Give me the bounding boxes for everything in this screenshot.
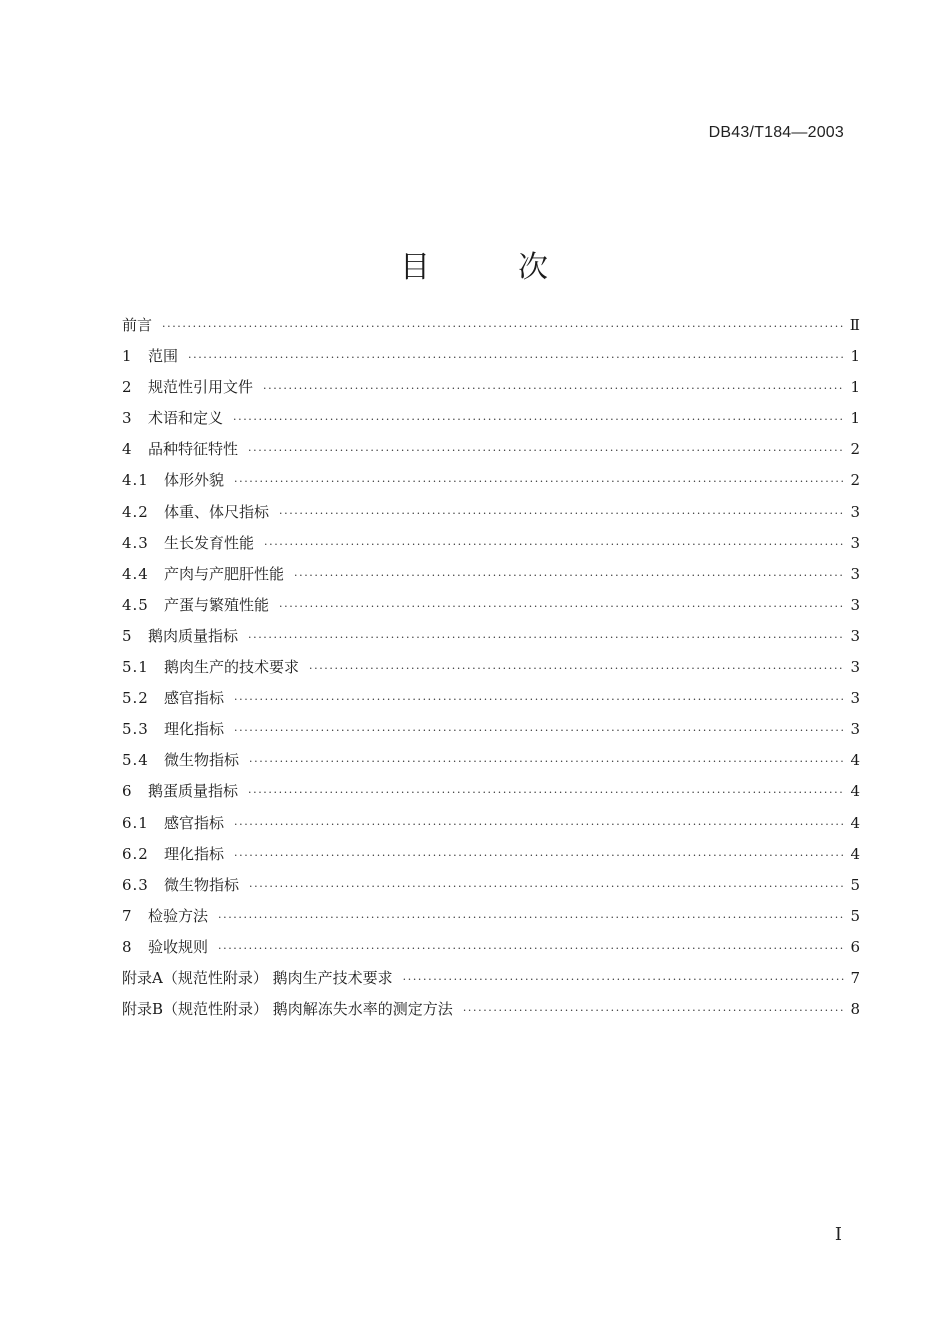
toc-entry[interactable] [122, 310, 860, 341]
toc-entry-number: 2 [122, 378, 132, 397]
toc-leader-dots [309, 653, 844, 684]
toc-entry-title: 理化指标 [164, 720, 225, 739]
toc-entry-number: 4.1 [122, 471, 149, 490]
toc-entry[interactable] [122, 559, 860, 590]
toc-entry-number: 附录A [122, 968, 163, 987]
toc-leader-dots [234, 809, 844, 840]
toc-entry[interactable] [122, 497, 860, 528]
toc-entry-page: 8 [850, 1000, 860, 1019]
toc-entry-number: 5.3 [122, 720, 149, 739]
toc-entry-label [122, 434, 248, 465]
toc-entry-title: 产蛋与繁殖性能 [164, 595, 270, 614]
toc-leader-dots [234, 715, 844, 746]
toc-entry-number: 4.3 [122, 533, 149, 552]
toc-leader-dots [218, 902, 844, 933]
toc-entry-label [122, 870, 249, 901]
toc-entry-title: 鹅蛋质量指标 [148, 782, 239, 801]
toc-entry-label [122, 528, 264, 559]
toc-leader-dots [188, 342, 844, 373]
toc-leader-dots [233, 404, 844, 435]
toc-entry-page: 5 [850, 875, 860, 894]
toc-entry[interactable] [122, 808, 860, 839]
toc-leader-dots [463, 995, 844, 1026]
toc-entry[interactable] [122, 528, 860, 559]
title-char-1: 目 [400, 250, 432, 286]
toc-leader-dots [403, 964, 844, 995]
page-title [0, 242, 950, 286]
toc-entry[interactable] [122, 403, 860, 434]
toc-entry-page: 2 [850, 440, 860, 459]
toc-entry-title: 品种特征特性 [148, 440, 239, 459]
toc-entry-page: Ⅱ [849, 316, 860, 334]
toc-entry-label [122, 745, 249, 776]
toc-entry-label [122, 372, 263, 403]
toc-entry-page: 2 [850, 471, 860, 490]
toc-entry[interactable] [122, 994, 860, 1025]
toc-leader-dots [264, 529, 844, 560]
toc-entry-title: 理化指标 [164, 844, 225, 863]
toc-entry-label [122, 776, 248, 807]
toc-entry-label [122, 590, 279, 621]
toc-entry-page: 1 [850, 409, 860, 428]
toc-entry[interactable] [122, 590, 860, 621]
toc-leader-dots [248, 435, 844, 466]
toc-entry-number: 1 [122, 347, 132, 366]
page-number: Ⅰ [834, 1224, 842, 1245]
toc-leader-dots [248, 622, 844, 653]
toc-entry[interactable] [122, 963, 860, 994]
toc-entry[interactable] [122, 870, 860, 901]
toc-entry-title: 范围 [148, 347, 179, 366]
toc-entry-number: 4.2 [122, 502, 149, 521]
toc-entry-page: 4 [850, 782, 860, 801]
toc-entry[interactable] [122, 901, 860, 932]
toc-entry[interactable] [122, 683, 860, 714]
toc-entry-number: 6.3 [122, 875, 149, 894]
title-char-2: 次 [518, 250, 550, 286]
toc-entry-number: 3 [122, 409, 132, 428]
toc-entry[interactable] [122, 745, 860, 776]
toc-entry-page: 3 [850, 595, 860, 614]
toc-leader-dots [249, 746, 844, 777]
toc-entry-number: 6.1 [122, 813, 149, 832]
toc-entry-page: 1 [850, 378, 860, 397]
toc-entry-page: 3 [850, 689, 860, 708]
toc-entry-page: 3 [850, 720, 860, 739]
toc-entry-title: （规范性附录） 鹅肉解冻失水率的测定方法 [163, 1000, 453, 1019]
toc-entry-page: 4 [850, 751, 860, 770]
toc-entry-number: 6 [122, 782, 132, 801]
toc-entry-label [122, 310, 162, 341]
toc-entry-label [122, 994, 463, 1025]
toc-leader-dots [218, 933, 844, 964]
toc-entry-page: 3 [850, 626, 860, 645]
toc-entry-page: 1 [850, 347, 860, 366]
toc-entry-title: 前言 [122, 316, 153, 334]
toc-entry-label [122, 403, 233, 434]
toc-entry-label [122, 652, 309, 683]
toc-entry-title: 术语和定义 [148, 409, 224, 428]
toc-entry[interactable] [122, 776, 860, 807]
toc-leader-dots [249, 871, 844, 902]
toc-entry[interactable] [122, 714, 860, 745]
toc-entry-page: 6 [850, 937, 860, 956]
toc-entry-number: 5.4 [122, 751, 149, 770]
toc-entry-title: 体形外貌 [164, 471, 225, 490]
toc-entry[interactable] [122, 465, 860, 496]
toc-entry-number: 7 [122, 906, 132, 925]
toc-entry-page: 3 [850, 502, 860, 521]
toc-leader-dots [234, 840, 844, 871]
toc-entry[interactable] [122, 434, 860, 465]
toc-entry-title: 规范性引用文件 [148, 378, 254, 397]
toc-entry-label [122, 714, 234, 745]
toc-entry[interactable] [122, 372, 860, 403]
toc-entry-number: 4 [122, 440, 132, 459]
document-id: DB43/T184—2003 [708, 124, 844, 141]
toc-entry-title: 检验方法 [148, 906, 209, 925]
toc-entry[interactable] [122, 932, 860, 963]
toc-entry-title: 鹅肉质量指标 [148, 626, 239, 645]
toc-entry-title: 验收规则 [148, 937, 209, 956]
toc-entry-label [122, 341, 188, 372]
toc-entry-number: 4.5 [122, 595, 149, 614]
toc-entry-title: 感官指标 [164, 689, 225, 708]
toc-entry-title: 鹅肉生产的技术要求 [164, 658, 300, 677]
toc-leader-dots [294, 560, 844, 591]
toc-entry-label [122, 559, 294, 590]
toc-entry-page: 7 [850, 968, 860, 987]
toc-entry-title: （规范性附录） 鹅肉生产技术要求 [162, 968, 393, 987]
toc-entry-title: 产肉与产肥肝性能 [164, 564, 285, 583]
toc-entry[interactable] [122, 621, 860, 652]
toc-entry-page: 4 [850, 844, 860, 863]
toc-leader-dots [162, 311, 844, 342]
toc-entry[interactable] [122, 652, 860, 683]
toc-entry-title: 生长发育性能 [164, 533, 255, 552]
toc-entry-title: 微生物指标 [164, 875, 240, 894]
toc-entry-label [122, 932, 218, 963]
toc-entry-page: 3 [850, 533, 860, 552]
toc-entry-label [122, 465, 234, 496]
toc-entry-number: 5 [122, 626, 132, 645]
toc-entry-number: 4.4 [122, 564, 149, 583]
toc-entry-label [122, 808, 234, 839]
toc-leader-dots [248, 777, 844, 808]
toc-leader-dots [279, 498, 844, 529]
toc-entry-number: 附录B [122, 1000, 164, 1019]
toc-entry-label [122, 621, 248, 652]
toc-entry[interactable] [122, 341, 860, 372]
toc-leader-dots [279, 591, 844, 622]
toc-entry-page: 3 [850, 564, 860, 583]
toc-entry-number: 5.2 [122, 689, 149, 708]
toc-entry-label [122, 963, 403, 994]
toc-leader-dots [234, 684, 844, 715]
toc-entry-number: 5.1 [122, 658, 149, 677]
toc-entry-label [122, 497, 279, 528]
toc-entry-number: 8 [122, 937, 132, 956]
toc-entry-label [122, 683, 234, 714]
table-of-contents [122, 310, 860, 1025]
toc-entry-page: 5 [850, 906, 860, 925]
toc-entry-number: 6.2 [122, 844, 149, 863]
toc-entry-title: 微生物指标 [164, 751, 240, 770]
toc-leader-dots [263, 373, 844, 404]
toc-entry-page: 4 [850, 813, 860, 832]
toc-entry-title: 感官指标 [164, 813, 225, 832]
toc-entry-label [122, 839, 234, 870]
toc-leader-dots [234, 466, 844, 497]
toc-entry-label [122, 901, 218, 932]
toc-entry-title: 体重、体尺指标 [164, 502, 270, 521]
toc-entry-page: 3 [850, 658, 860, 677]
toc-entry[interactable] [122, 839, 860, 870]
